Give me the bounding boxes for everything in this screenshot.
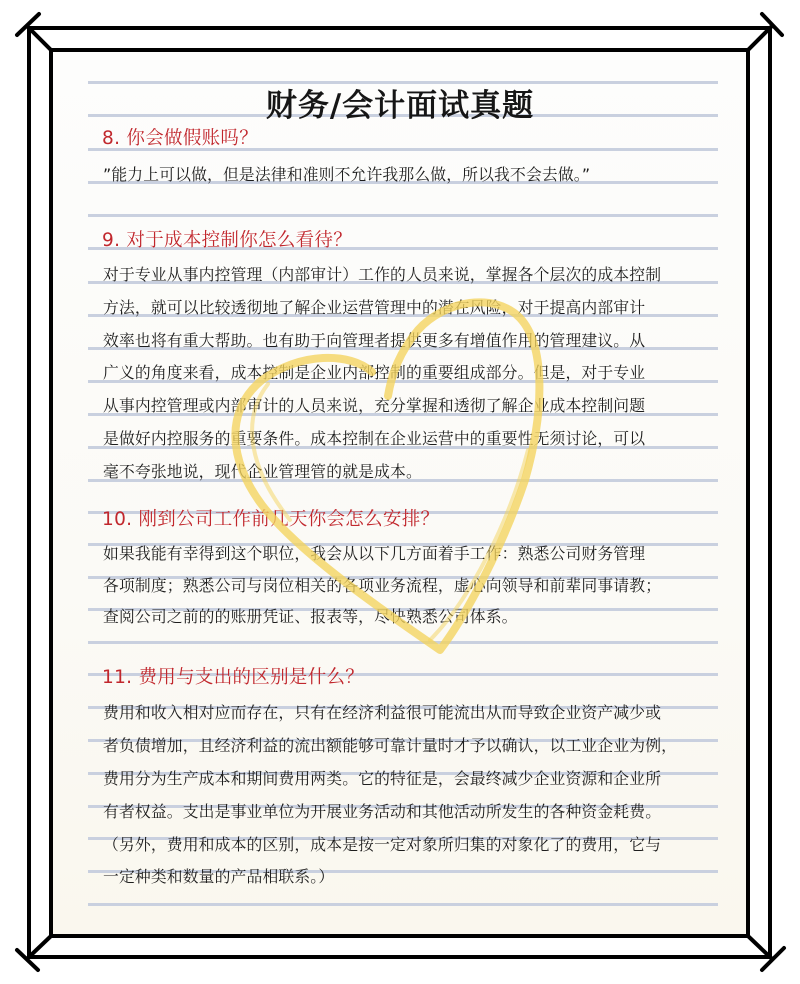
answer-line: 广义的角度来看，成本控制是企业内部控制的重要组成部分。但是，对于专业 bbox=[103, 363, 646, 382]
answer-line: 效率也将有重大帮助。也有助于向管理者提供更多有增值作用的管理建议。从 bbox=[103, 331, 646, 350]
answer-line: 各项制度；熟悉公司与岗位相关的各项业务流程，虚心向领导和前辈同事请教； bbox=[103, 576, 662, 595]
answer-line: 对于专业从事内控管理（内部审计）工作的人员来说，掌握各个层次的成本控制 bbox=[103, 265, 662, 284]
answer-line: 费用和收入相对应而存在，只有在经济利益很可能流出从而导致企业资产减少或 bbox=[103, 703, 662, 722]
answer-line: 如果我能有幸得到这个职位，我会从以下几方面着手工作：熟悉公司财务管理 bbox=[103, 544, 646, 563]
answer-line: 查阅公司之前的的账册凭证、报表等，尽快熟悉公司体系。 bbox=[103, 607, 518, 626]
page-title: 财务/会计面试真题 bbox=[265, 88, 535, 124]
answer-line: （另外，费用和成本的区别，成本是按一定对象所归集的对象化了的费用，它与 bbox=[103, 835, 662, 854]
answer-line: 毫不夸张地说，现代企业管理管的就是成本。 bbox=[103, 462, 422, 481]
answer-line: 一定种类和数量的产品相联系。） bbox=[103, 867, 335, 886]
answer-line: 费用分为生产成本和期间费用两类。它的特征是，会最终减少企业资源和企业所 bbox=[103, 769, 662, 788]
answer-line: 方法，就可以比较透彻地了解企业运营管理中的潜在风险，对于提高内部审计 bbox=[103, 298, 646, 317]
question-heading: 11. 费用与支出的区别是什么？ bbox=[102, 667, 365, 688]
question-heading: 10. 刚到公司工作前几天你会怎么安排？ bbox=[102, 509, 440, 530]
answer-line: 者负债增加，且经济利益的流出额能够可靠计量时才予以确认，以工业企业为例， bbox=[103, 736, 678, 755]
answer-line: 从事内控管理或内部审计的人员来说，充分掌握和透彻了解企业成本控制问题 bbox=[103, 396, 646, 415]
question-heading: 9. 对于成本控制你怎么看待？ bbox=[102, 230, 353, 251]
question-heading: 8. 你会做假账吗？ bbox=[102, 128, 259, 149]
answer-line: 是做好内控服务的重要条件。成本控制在企业运营中的重要性无须讨论，可以 bbox=[103, 429, 646, 448]
answer-line: ”能力上可以做，但是法律和准则不允许我那么做，所以我不会去做。” bbox=[103, 165, 591, 184]
answer-line: 有者权益。支出是事业单位为开展业务活动和其他活动所发生的各种资金耗费。 bbox=[103, 802, 662, 821]
